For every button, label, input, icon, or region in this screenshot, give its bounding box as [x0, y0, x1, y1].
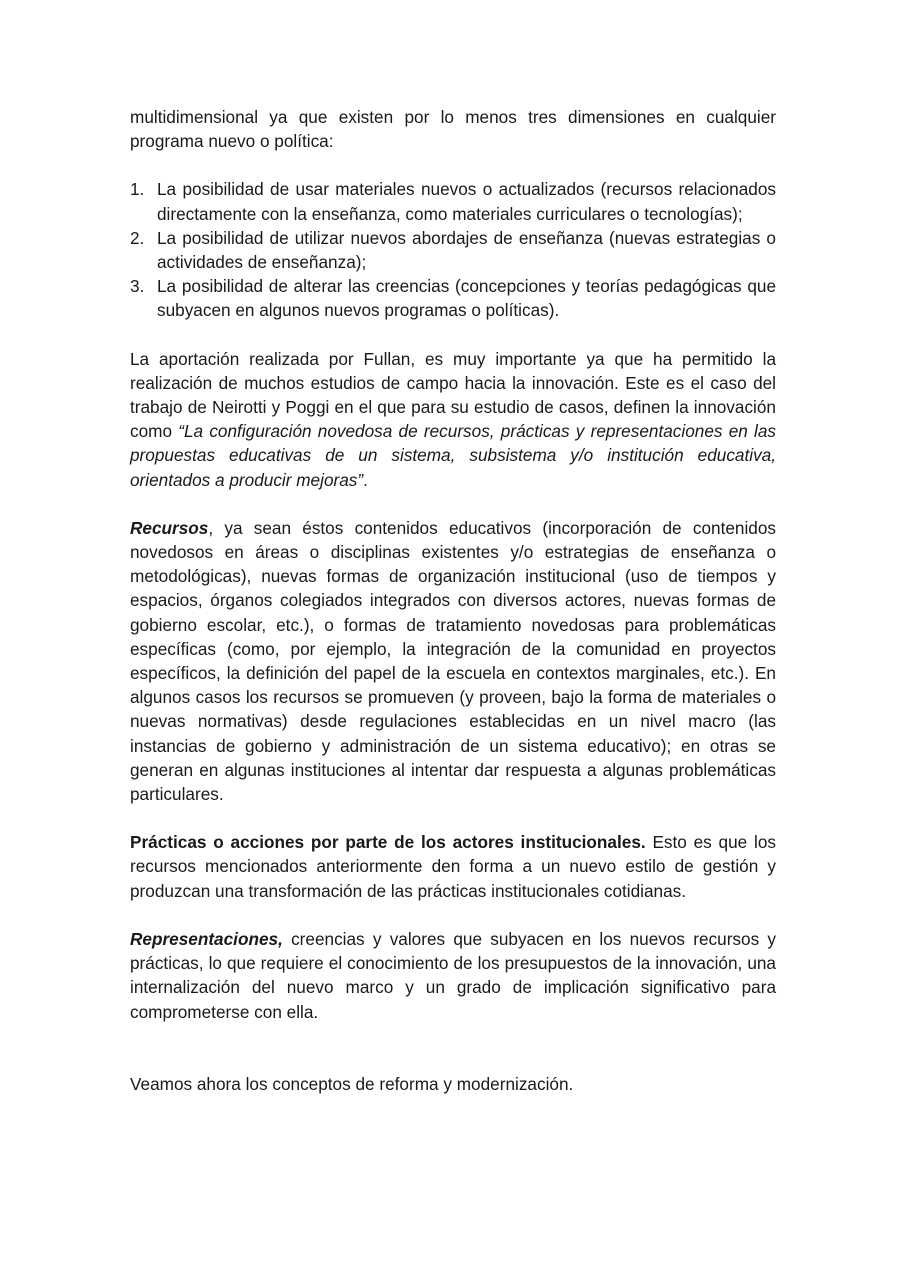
representaciones-text: creencias y valores que subyacen en los nuevos recursos y prácticas, lo que requiere el conocimiento de los presupuestos de la innovación, una internalización del nuevo marco y un grado de implicación significativo para comprometerse con ella. — [130, 928, 776, 1022]
representaciones-paragraph — [130, 927, 776, 1024]
list-text: La posibilidad de usar materiales nuevos o actualizados (recursos relacionados directamente con la enseñanza, como materiales curriculares o tecnologías); — [157, 179, 776, 224]
closing-paragraph: Veamos ahora los conceptos de reforma y modernización. — [130, 1073, 574, 1094]
list-number: 3. — [130, 276, 145, 297]
definition-quote: “La configuración novedosa de recursos, prácticas y representaciones en las propuestas educativas de un sistema, subsistema y/o institución educativa, orientados a producir mejoras” — [130, 421, 777, 490]
dimensions-list — [130, 177, 776, 322]
practicas-text: Esto es que los recursos mencionados anteriormente den forma a un nuevo estilo de gestión y produzcan una transformación de las prácticas institucionales cotidianas. — [130, 832, 776, 901]
fullan-end: . — [363, 469, 368, 490]
list-item — [130, 226, 776, 274]
intro-paragraph: multidimensional ya que existen por lo menos tres dimensiones en cualquier programa nuevo o política: — [130, 107, 776, 152]
list-item — [130, 177, 776, 225]
list-item — [130, 274, 776, 322]
representaciones-term: Representaciones, — [130, 928, 283, 949]
recursos-paragraph — [130, 516, 776, 806]
practicas-paragraph — [130, 830, 776, 903]
list-number: 2. — [130, 227, 145, 248]
recursos-term: Recursos — [130, 517, 209, 538]
list-text: La posibilidad de utilizar nuevos abordajes de enseñanza (nuevas estrategias o actividades de enseñanza); — [157, 227, 776, 273]
fullan-text: La aportación realizada por Fullan, es muy importante ya que ha permitido la realización de muchos estudios de campo hacia la innovación. Este es el caso del trabajo de Neirotti y Poggi en el que para su estudio de casos, definen la innovación como — [130, 348, 776, 442]
practicas-term: Prácticas o acciones por parte de los actores institucionales. — [130, 832, 646, 853]
list-number: 1. — [130, 179, 145, 200]
list-text: La posibilidad de alterar las creencias (concepciones y teorías pedagógicas que subyacen en algunos nuevos programas o políticas). — [157, 276, 776, 321]
fullan-paragraph — [130, 347, 776, 492]
recursos-text: , ya sean éstos contenidos educativos (incorporación de contenidos novedosos en áreas o disciplinas existentes y/o estrategias de enseñanza o metodológicas), nuevas formas de organización institucional (uso de tiempos y espacios, órganos colegiados integrados con diversos actores, nuevas formas de gobierno escolar, etc.), o formas de tratamiento novedosas para problemáticas específicas (como, por ejemplo, la integración de la comunidad en proyectos específicos, la definición del papel de la escuela en contextos marginales, etc.). En algunos casos los recursos se promueven (y proveen, bajo la forma de materiales o nuevas normativas) desde regulaciones establecidas en un nivel macro (las instancias de gobierno y administración de un sistema educativo); en otras se generan en algunas instituciones al intentar dar respuesta a algunas problemáticas particulares. — [130, 517, 776, 805]
